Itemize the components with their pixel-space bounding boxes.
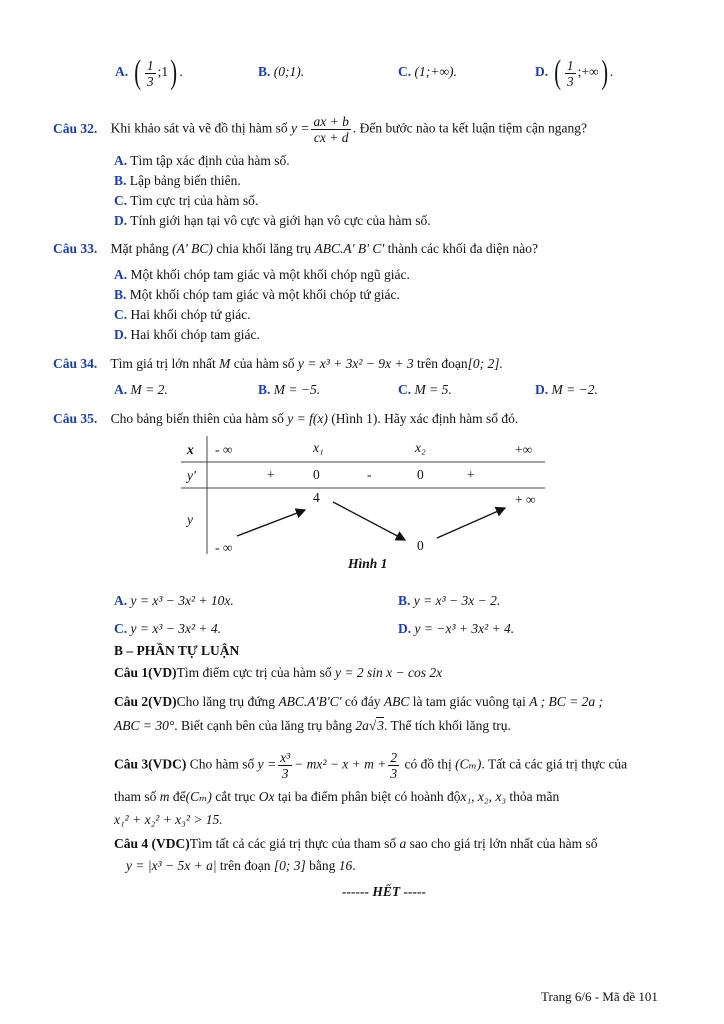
q34-option-c: C. M = 5. bbox=[398, 382, 452, 397]
y-val-pos-inf: + ∞ bbox=[515, 492, 536, 507]
essay-c4-line1: Câu 4 (VDC)Tìm tất cả các giá trị thực của tham số a sao cho giá trị lớn nhất của hàm số bbox=[114, 836, 598, 851]
x-val-x2: x₂ bbox=[415, 440, 426, 455]
q32-stem: Câu 32. Khi khảo sát và vẽ đồ thị hàm số y = $\frac{ax + b}{cx + d}$ . Đến bước nào ta kết luận tiệm cận ngang? bbox=[53, 114, 587, 145]
yp-sign-3: + bbox=[467, 467, 475, 482]
essay-c1: Câu 1(VD)Tìm điểm cực trị của hàm số y = 2 sin x − cos 2x bbox=[114, 665, 443, 680]
q32-option-c: C. Tìm cực trị của hàm số. bbox=[114, 193, 259, 208]
variation-table bbox=[181, 436, 545, 554]
row-label-x: x bbox=[187, 442, 194, 457]
q33-stem: Câu 33. Mặt phẳng (A' BC) chia khối lăng trụ ABC.A' B' C' thành các khối đa diện nào? bbox=[53, 241, 538, 256]
q35-option-d: D. y = −x³ + 3x² + 4. bbox=[398, 621, 515, 636]
essay-c3-line1: Câu 3(VDC) Cho hàm số y = $\frac{\text{x³}}{3}$ − mx² − x + m + $\frac{2}{3}$ có đồ thị (Cₘ). Tất cả các giá trị thực của bbox=[114, 750, 628, 781]
q32-option-b: B. Lập bảng biến thiên. bbox=[114, 173, 241, 188]
q35-option-c: C. y = x³ − 3x² + 4. bbox=[114, 621, 222, 636]
row-label-yp: y' bbox=[187, 468, 196, 483]
essay-c2-line1: Câu 2(VD)Cho lăng trụ đứng ABC.A'B'C' có đáy ABC là tam giác vuông tại A ; BC = 2a ; bbox=[114, 694, 604, 709]
essay-c4-line2: y = |x³ − 5x + a| trên đoạn [0; 3] bằng 16. bbox=[126, 858, 356, 873]
arrow-down bbox=[333, 502, 405, 540]
essay-c3-line2: tham số m để(Cₘ) cắt trục Ox tại ba điểm phân biệt có hoành độx₁, x₂, x₃ thỏa mãn bbox=[114, 789, 560, 804]
q34-option-b: B. M = −5. bbox=[258, 382, 321, 397]
q32-option-a: A. Tìm tập xác định của hàm số. bbox=[114, 153, 290, 168]
q33-option-a: A. Một khối chóp tam giác và một khối chóp ngũ giác. bbox=[114, 267, 410, 282]
yp-zero-2: 0 bbox=[417, 467, 424, 482]
row-label-y: y bbox=[187, 512, 193, 527]
essay-heading: B – PHẦN TỰ LUẬN bbox=[114, 643, 240, 658]
y-val-max: 4 bbox=[313, 490, 320, 505]
q33-option-b: B. Một khối chóp tam giác và một khối chóp tứ giác. bbox=[114, 287, 400, 302]
yp-sign-1: + bbox=[267, 467, 275, 482]
essay-c3-condition: x₁² + x₂² + x₃² > 15. bbox=[114, 812, 223, 827]
yp-zero-1: 0 bbox=[313, 467, 320, 482]
x-val-x1: x₁ bbox=[313, 440, 324, 455]
end-mark: ------ HẾT ----- bbox=[342, 884, 426, 899]
page-footer: Trang 6/6 - Mã đề 101 bbox=[541, 989, 658, 1004]
figure-caption: Hình 1 bbox=[348, 556, 388, 571]
q31-option-a: A. ( $\frac{1}{3}$ ;1) . bbox=[115, 54, 183, 91]
arrow-up-2 bbox=[437, 508, 505, 538]
x-val-pos-inf: +∞ bbox=[515, 442, 533, 457]
q33-option-d: D. Hai khối chóp tam giác. bbox=[114, 327, 260, 342]
q34-option-a: A. M = 2. bbox=[114, 382, 168, 397]
q31-option-c: C. (1;+∞). bbox=[398, 64, 457, 79]
variation-table-lines bbox=[181, 436, 545, 554]
q34-option-d: D. M = −2. bbox=[535, 382, 598, 397]
q31-option-b: B. (0;1). bbox=[258, 64, 305, 79]
q32-option-d: D. Tính giới hạn tại vô cực và giới hạn vô cực của hàm số. bbox=[114, 213, 431, 228]
x-val-neg-inf: - ∞ bbox=[215, 442, 233, 457]
q33-option-c: C. Hai khối chóp tứ giác. bbox=[114, 307, 251, 322]
q35-option-a: A. y = x³ − 3x² + 10x. bbox=[114, 593, 234, 608]
y-val-neg-inf: - ∞ bbox=[215, 540, 233, 555]
essay-c2-line2: ABC = 30°. Biết cạnh bên của lăng trụ bằng 2a√3. Thể tích khối lăng trụ. bbox=[114, 718, 511, 733]
q35-option-b: B. y = x³ − 3x − 2. bbox=[398, 593, 501, 608]
y-val-min: 0 bbox=[417, 538, 424, 553]
q31-option-d: D. ( $\frac{1}{3}$ ;+∞) . bbox=[535, 54, 614, 91]
q34-stem: Câu 34. Tìm giá trị lớn nhất M của hàm số y = x³ + 3x² − 9x + 3 trên đoạn[0; 2]. bbox=[53, 356, 503, 371]
yp-sign-2: - bbox=[367, 467, 372, 482]
q35-stem: Câu 35. Cho bảng biến thiên của hàm số y = f(x) (Hình 1). Hãy xác định hàm số đó. bbox=[53, 411, 519, 426]
arrow-up-1 bbox=[237, 510, 305, 536]
